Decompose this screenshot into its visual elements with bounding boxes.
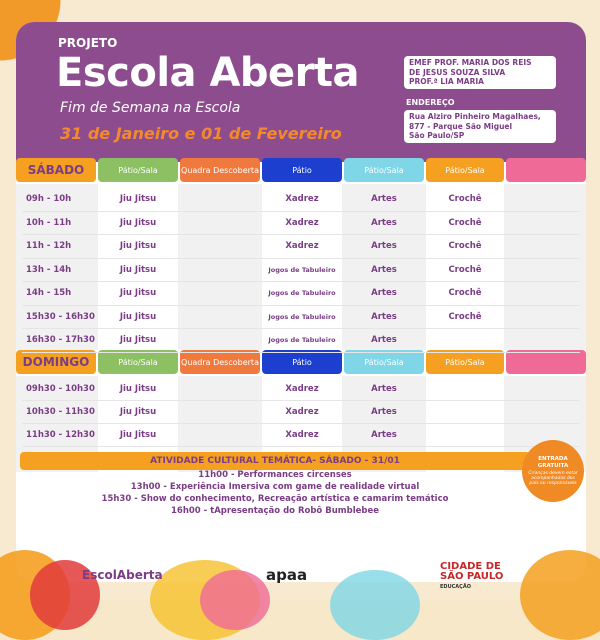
activity-cell: Xadrez — [285, 194, 319, 204]
time-slot: 11h30 - 12h30 — [26, 430, 95, 440]
row-divider — [22, 423, 580, 424]
col-header: Pátio/Sala — [98, 158, 178, 182]
activity-cell: Xadrez — [285, 217, 319, 228]
activity-cell: Artes — [371, 288, 397, 298]
decor-shape — [200, 570, 270, 630]
activity-cell: Artes — [371, 384, 397, 394]
badge-note: Crianças devem estar acompanhadas dos pais ou responsáveis — [528, 471, 578, 486]
activity-cell: Crochê — [448, 264, 482, 275]
school-name-box — [404, 56, 556, 89]
activity-cell: Jiu Jitsu — [119, 335, 157, 345]
row-divider — [22, 328, 580, 329]
activity-cell: Jogos de Tabuleiro — [268, 265, 336, 274]
cidade-sp-logo — [440, 562, 503, 592]
address-label: ENDEREÇO — [406, 98, 455, 107]
row-divider — [22, 234, 580, 235]
logo-line: EDUCAÇÃO — [440, 584, 471, 590]
row-divider — [22, 352, 580, 353]
activity-cell: Artes — [371, 407, 397, 417]
project-label: PROJETO — [58, 36, 118, 50]
time-slot: 10h - 11h — [26, 217, 72, 228]
col-header — [506, 350, 586, 374]
cultural-activity-title: ATIVIDADE CULTURAL TEMÁTICA- SÁBADO - 31/01 — [20, 452, 530, 470]
time-slot: 11h - 12h — [26, 241, 72, 251]
subtitle: Fim de Semana na Escola — [60, 100, 241, 116]
row-divider — [22, 305, 580, 306]
sunday-header-row — [16, 350, 586, 374]
address-line: Rua Alziro Pinheiro Magalhaes, — [409, 112, 541, 121]
time-slot: 15h30 - 16h30 — [26, 311, 95, 322]
cultural-item: 13h00 - Experiência Imersiva com game de realidade virtual — [130, 482, 420, 492]
time-slot: 16h30 - 17h30 — [26, 335, 95, 345]
activity-cell: Crochê — [448, 217, 482, 228]
badge-line: ENTRADA — [538, 456, 568, 462]
time-slot: 13h - 14h — [26, 264, 72, 275]
logo-line: CIDADE DE — [440, 561, 501, 572]
apaa-logo: apaa — [266, 566, 308, 584]
time-slot: 09h - 10h — [26, 194, 72, 204]
activity-cell: Artes — [371, 264, 397, 275]
decor-shape — [520, 550, 600, 640]
activity-cell: Crochê — [448, 241, 482, 251]
day-label-saturday: SÁBADO — [16, 158, 96, 182]
col-header: Pátio/Sala — [426, 350, 504, 374]
school-line: PROF.ª LIA MARIA — [409, 77, 484, 86]
col-header: Quadra Descoberta — [180, 350, 260, 374]
escola-aberta-logo: EscolAberta — [82, 568, 163, 582]
time-slot: 09h30 - 10h30 — [26, 384, 95, 394]
address-box — [404, 110, 556, 143]
col-header: Pátio — [262, 158, 342, 182]
activity-cell: Jiu Jitsu — [119, 217, 157, 228]
activity-cell: Artes — [371, 335, 397, 345]
row-divider — [22, 211, 580, 212]
cultural-item: 15h30 - Show do conhecimento, Recreação artística e camarim temático — [101, 494, 449, 504]
activity-cell: Xadrez — [285, 430, 319, 440]
activity-cell: Jogos de Tabuleiro — [268, 336, 336, 344]
row-divider — [22, 446, 580, 447]
cultural-item: 11h00 - Performances circenses — [198, 470, 352, 480]
school-line: EMEF PROF. MARIA DOS REIS — [409, 58, 532, 67]
activity-cell: Jogos de Tabuleiro — [268, 312, 336, 321]
activity-cell: Artes — [371, 217, 397, 228]
address-line: 877 - Parque São Miguel — [409, 121, 513, 131]
activity-cell: Xadrez — [285, 241, 319, 251]
activity-cell: Artes — [371, 311, 397, 322]
col-header: Pátio/Sala — [426, 158, 504, 182]
activity-cell: Jiu Jitsu — [119, 430, 157, 440]
activity-cell: Xadrez — [285, 384, 319, 394]
decor-shape — [330, 570, 420, 640]
activity-cell: Jiu Jitsu — [119, 311, 157, 322]
row-divider — [22, 258, 580, 259]
activity-cell: Artes — [371, 241, 397, 251]
activity-cell: Xadrez — [285, 407, 319, 417]
page-title: Escola Aberta — [56, 50, 360, 96]
cultural-activity-list — [20, 470, 530, 518]
col-header: Pátio/Sala — [344, 158, 424, 182]
col-header: Pátio/Sala — [344, 350, 424, 374]
school-line: DE JESUS SOUZA SILVA — [409, 67, 506, 77]
saturday-header-row — [16, 158, 586, 182]
activity-cell: Jiu Jitsu — [119, 264, 157, 275]
activity-cell: Jogos de Tabuleiro — [268, 289, 336, 297]
activity-cell: Jiu Jitsu — [119, 241, 157, 251]
address-line: São Paulo/SP — [409, 131, 465, 140]
row-divider — [22, 281, 580, 282]
activity-cell: Jiu Jitsu — [119, 384, 157, 394]
free-entry-badge — [522, 440, 584, 502]
activity-cell: Artes — [371, 194, 397, 204]
activity-cell: Crochê — [448, 288, 482, 298]
col-header: Pátio — [262, 350, 342, 374]
header — [16, 22, 586, 162]
activity-cell: Jiu Jitsu — [119, 194, 157, 204]
col-header: Pátio/Sala — [98, 350, 178, 374]
time-slot: 14h - 15h — [26, 288, 72, 298]
activity-cell: Artes — [371, 430, 397, 440]
cultural-item: 16h00 - tApresentação do Robô Bumblebee — [170, 506, 379, 516]
activity-cell: Jiu Jitsu — [119, 407, 157, 417]
time-slot: 10h30 - 11h30 — [26, 407, 95, 417]
activity-cell: Crochê — [448, 194, 482, 204]
col-header: Quadra Descoberta — [180, 158, 260, 182]
row-divider — [22, 400, 580, 401]
day-label-sunday: DOMINGO — [16, 350, 96, 374]
event-dates: 31 de Janeiro e 01 de Fevereiro — [60, 124, 342, 143]
col-header — [506, 158, 586, 182]
activity-cell: Jiu Jitsu — [119, 288, 157, 298]
logo-line: SÃO PAULO — [440, 571, 504, 582]
badge-line: GRATUITA — [537, 462, 569, 469]
activity-cell: Crochê — [448, 311, 482, 322]
